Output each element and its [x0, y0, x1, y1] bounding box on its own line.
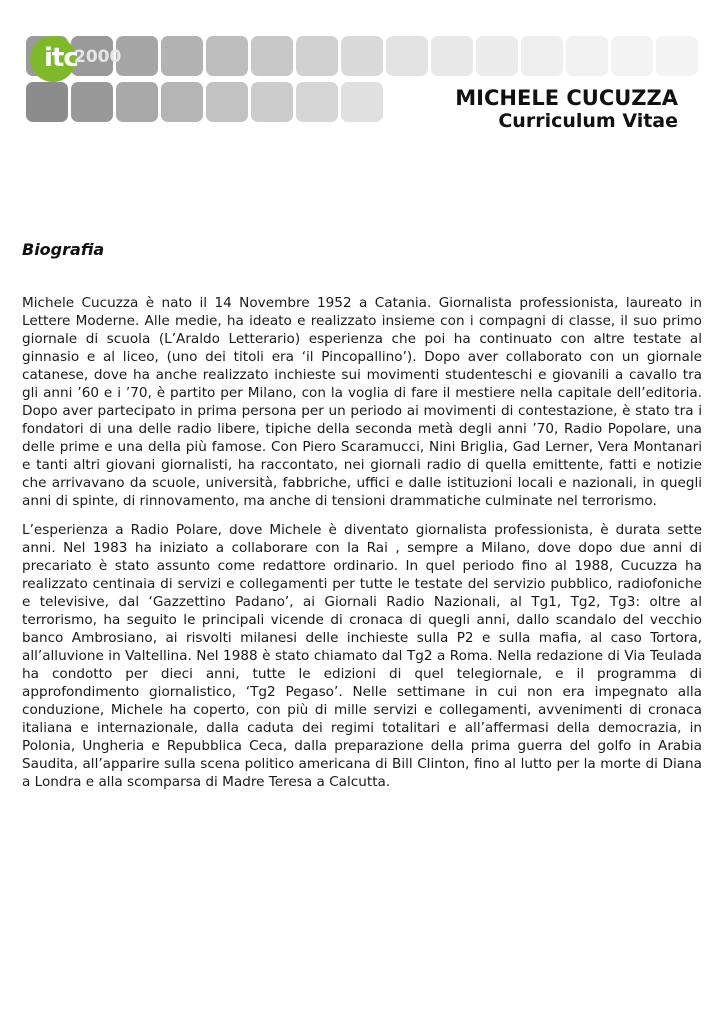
- logo-tile: [611, 36, 653, 76]
- paragraph: Michele Cucuzza è nato il 14 Novembre 1952 a Catania. Giornalista professionista, laureato in Lettere Moderne. Alle medie, ha ideato e realizzato insieme con i compagni di classe, il suo primo giornale di scuola (L’Araldo Letterario) esperienza che poi ha continuato con altre testate al ginnasio e al liceo, (uno dei titoli era ‘il Pincopallino’). Dopo aver collaborato con un giornale catanese, dove ha anche realizzato inchieste sui movimenti studenteschi e giovanili a cavallo tra gli anni ’60 e i ’70, è partito per Milano, con la voglia di fare il mestiere nella capitale dell’editoria. Dopo aver partecipato in prima persona per un periodo ai movimenti di contestazione, è stato tra i fondatori di una delle radio libere, tipiche della seconda metà degli anni ’70, Radio Popolare, una delle prime e una della più famose. Con Piero Scaramucci, Nini Briglia, Gad Lerner, Vera Montanari e tanti altri giovani giornalisti, ha raccontato, nei giornali radio di quella emittente, fatti e notizie che arrivavano da scuole, università, fabbriche, uffici e dalle istituzioni locali e nazionali, in quegli anni di spinte, di rinnovamento, ma anche di tensioni drammatiche culminate nel terrorismo.: [22, 295, 702, 509]
- logo-tile: [251, 36, 293, 76]
- logo-tile: [161, 82, 203, 122]
- logo-tile: [251, 82, 293, 122]
- biography-body: [22, 294, 702, 802]
- logo-tile: [476, 36, 518, 76]
- logo-tile: [296, 36, 338, 76]
- logo-tile: [656, 36, 698, 76]
- document-subtitle: Curriculum Vitae: [498, 110, 678, 132]
- logo-tile: [341, 82, 383, 122]
- logo-tile: [296, 82, 338, 122]
- section-title: Biografia: [22, 240, 105, 259]
- logo-tile: [566, 36, 608, 76]
- logo-tile: [206, 82, 248, 122]
- logo-tile: [341, 36, 383, 76]
- person-name: MICHELE CUCUZZA: [455, 86, 678, 110]
- logo-tile: [71, 82, 113, 122]
- logo-year: 2000: [74, 47, 122, 67]
- logo-tile: [386, 36, 428, 76]
- logo-tile: [206, 36, 248, 76]
- logo-tile: [521, 36, 563, 76]
- logo-text: itc: [44, 43, 78, 73]
- logo-tile: [26, 82, 68, 122]
- paragraph: L’esperienza a Radio Polare, dove Michele è diventato giornalista professionista, è durata sette anni. Nel 1983 ha iniziato a collaborare con la Rai , sempre a Milano, dove dopo due anni di precariato è stato assunto come redattore ordinario. In quel periodo fino al 1988, Cucuzza ha realizzato centinaia di servizi e collegamenti per tutte le testate del servizio pubblico, radiofoniche e televisive, dal ‘Gazzettino Padano’, ai Giornali Radio Nazionali, al Tg1, Tg2, Tg3: oltre al terrorismo, ha seguito le principali vicende di cronaca di quegli anni, dallo scandalo del vecchio banco Ambrosiano, ai risvolti milanesi delle inchieste sulla P2 e sulla mafia, al caso Tortora, all’alluvione in Valtellina. Nel 1988 è stato chiamato dal Tg2 a Roma. Nella redazione di Via Teulada ha condotto per dieci anni, tutte le edizioni di quel telegiornale, e il programma di approfondimento giornalistico, ‘Tg2 Pegaso’. Nelle settimane in cui non era impegnato alla conduzione, Michele ha coperto, con più di mille servizi e collegamenti, avvenimenti di cronaca italiana e internazionale, dalla caduta dei regimi totalitari e all’affermasi della democrazia, in Polonia, Ungheria e Repubblica Ceca, dalla preparazione della prima guerra del golfo in Arabia Saudita, all’apparire sulla scena politico americana di Bill Clinton, fino al lutto per la morte di Diana a Londra e alla scomparsa di Madre Teresa a Calcutta.: [22, 522, 702, 790]
- logo-tile: [116, 82, 158, 122]
- logo-tile: [116, 36, 158, 76]
- logo-tile: [161, 36, 203, 76]
- logo-tile: [431, 36, 473, 76]
